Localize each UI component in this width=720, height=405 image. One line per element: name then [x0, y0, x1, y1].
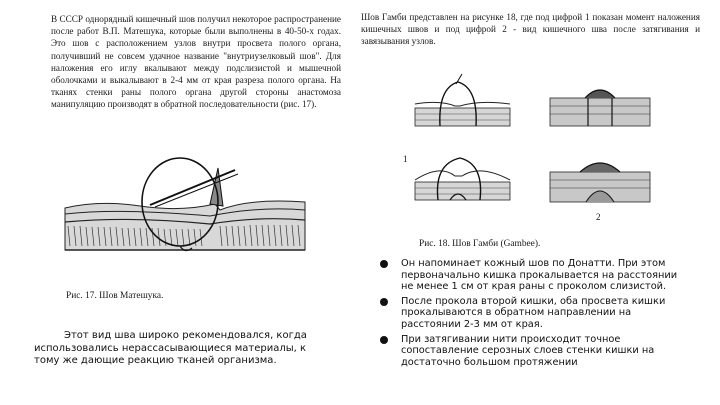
- bullet-text: Он напоминает кожный шов по Донатти. При этом первоначально кишка прокалывается на расстоянии не менее 1 см от края раны с проколом слизистой.: [401, 258, 678, 293]
- slide-paragraph-left: Этот вид шва широко рекомендовался, когда использовались нерассасывающиеся материалы, к тому же дающие реакцию тканей организма.: [34, 330, 307, 367]
- gambee-panel-bottom-right: [550, 163, 650, 202]
- bullet-item: [380, 258, 685, 293]
- bullet-item: [380, 334, 685, 369]
- bullet-dot-icon: [380, 298, 388, 306]
- bullet-text: При затягивании нити происходит точное сопоставление серозных слоев стенки кишки на достаточно большом протяжении: [401, 333, 655, 368]
- gambee-panel-top-right: [550, 90, 650, 126]
- bullet-dot-icon: [380, 336, 388, 344]
- gambee-panel-top-left: [415, 74, 510, 126]
- bullet-dot-icon: [380, 260, 388, 268]
- figure-gambee-suture: [400, 68, 680, 228]
- scanned-text-gambee: Шов Гамби представлен на рисунке 18, где под цифрой 1 показан момент наложения кишечных швов и под цифрой 2 - вид кишечного шва после затягивания и завязывания узлов.: [361, 12, 700, 46]
- bullet-item: [380, 296, 685, 331]
- label-number-1: 1: [403, 154, 408, 164]
- label-number-2: 2: [596, 212, 601, 222]
- figure-18-caption: Рис. 18. Шов Гамби (Gambee).: [419, 239, 541, 249]
- figure-17-caption: Рис. 17. Шов Матешука.: [66, 291, 164, 301]
- figure-mateshuk-suture: [60, 150, 310, 270]
- bullet-text: После прокола второй кишки, оба просвета кишки прокалываются в обратном направлении на расстоянии 2-3 мм от края.: [401, 295, 666, 330]
- bullet-list: [380, 258, 685, 371]
- gambee-panel-bottom-left: [415, 158, 510, 200]
- scanned-text-mateshuk: В СССР однорядный кишечный шов получил некоторое распространение после работ В.П. Матешука, которые были выполнены в 40-50-х годах. Это шов с расположением узлов внутри просвета полого органа, получивший не совсем удачное название "внутриузелковый шов". Для наложения его иглу вкалывают между подслизистой и мышечной оболочками и выкалывают в 2-4 мм от края разреза полого органа. На тканях стенки раны полого органа другой стороны анастомоза манипуляцию производят в обратной последовательности (рис. 17).: [51, 14, 341, 110]
